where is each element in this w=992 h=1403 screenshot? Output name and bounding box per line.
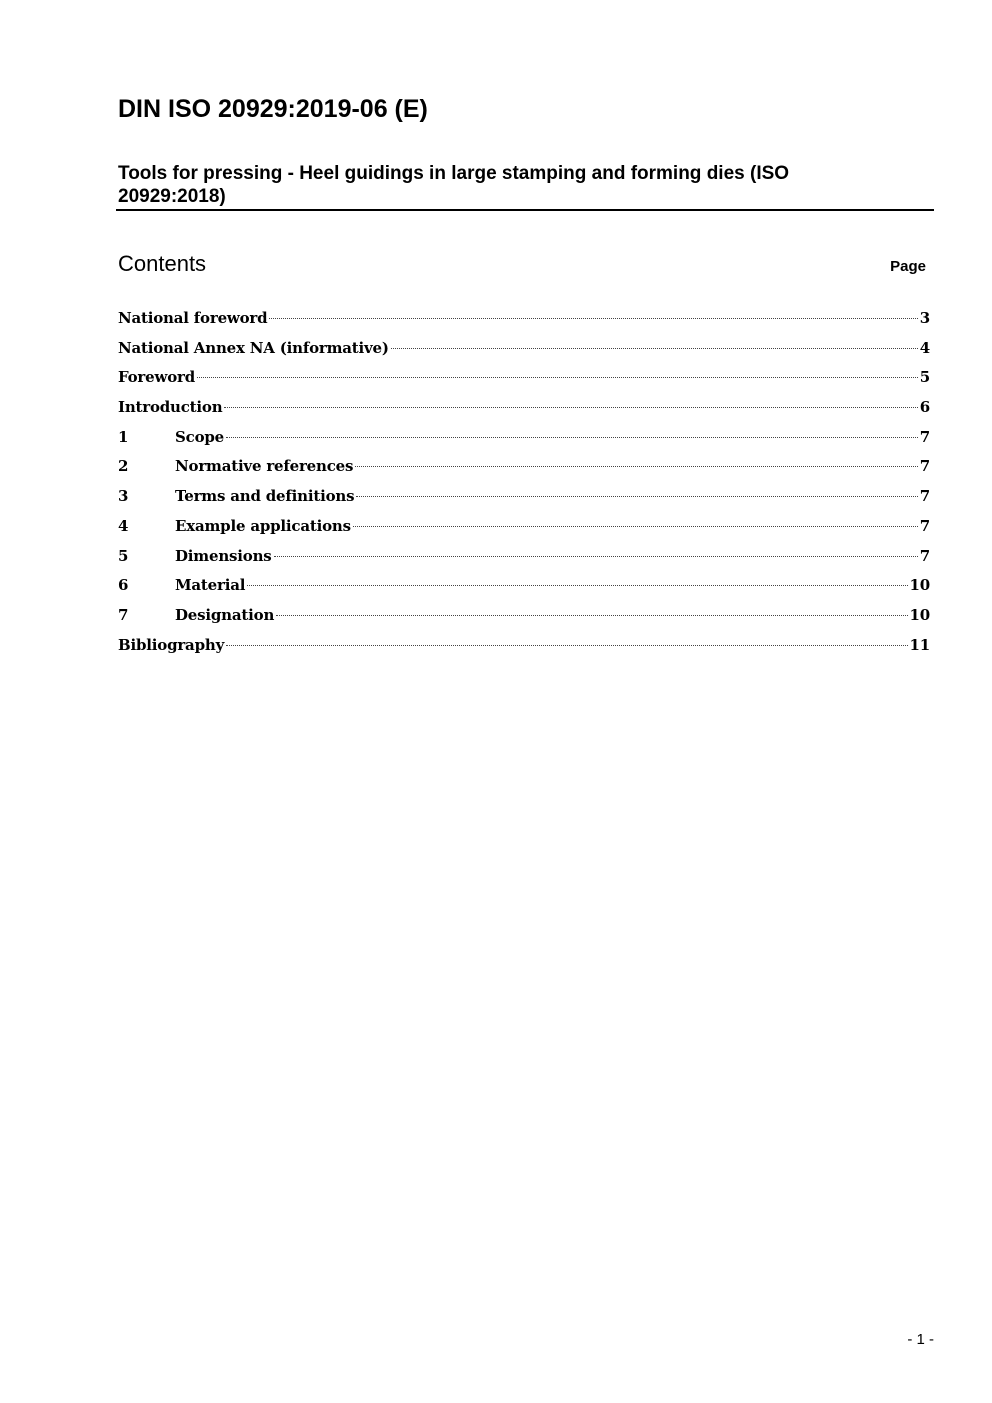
toc-entry-title[interactable]: National foreword	[118, 309, 268, 327]
toc-entry-page: 7	[919, 457, 930, 476]
toc-entry-page: 7	[919, 516, 930, 535]
toc-entry-introduction[interactable]	[118, 395, 930, 425]
toc-entry-national-foreword[interactable]	[118, 306, 930, 336]
toc-dot-leader	[224, 407, 917, 408]
toc-dot-leader	[391, 348, 918, 349]
toc-entry-page: 5	[919, 368, 930, 387]
toc-entry-foreword[interactable]	[118, 365, 930, 395]
toc-entry-title[interactable]: Scope	[175, 427, 225, 446]
toc-entry-number: 2	[118, 457, 129, 476]
toc-entry-page: 7	[919, 546, 930, 565]
toc-dot-leader	[276, 615, 907, 616]
toc-dot-leader	[197, 377, 918, 378]
document-id: DIN ISO 20929:2019-06 (E)	[118, 95, 428, 123]
toc-entry-title[interactable]: Terms and definitions	[175, 487, 355, 506]
toc-entry-example-applications[interactable]	[118, 514, 930, 544]
toc-entry-title[interactable]: Material	[175, 576, 246, 595]
toc-entry-page: 3	[919, 309, 930, 327]
toc-dot-leader	[269, 318, 917, 319]
title-divider	[116, 209, 934, 211]
toc-entry-number: 3	[118, 487, 129, 506]
toc-dot-leader	[226, 437, 918, 438]
toc-entry-title[interactable]: Introduction	[118, 398, 223, 417]
toc-dot-leader	[247, 585, 907, 586]
toc-entry-title[interactable]: Dimensions	[175, 546, 272, 565]
toc-entry-title[interactable]: Bibliography	[118, 635, 225, 654]
toc-entry-title[interactable]: Normative references	[175, 457, 354, 476]
toc-dot-leader	[355, 466, 918, 467]
toc-dot-leader	[356, 496, 917, 497]
toc-entry-title[interactable]: Foreword	[118, 368, 195, 387]
toc-entry-terms-and-definitions[interactable]	[118, 484, 930, 514]
toc-entry-page: 11	[909, 635, 930, 654]
contents-heading: Contents	[118, 251, 207, 276]
toc-entry-page: 10	[909, 576, 930, 595]
toc-entry-title[interactable]: Example applications	[175, 516, 351, 535]
toc-entry-number: 4	[118, 516, 129, 535]
toc-entry-bibliography[interactable]	[118, 633, 930, 663]
toc-entry-dimensions[interactable]	[118, 544, 930, 574]
toc-entry-material[interactable]	[118, 573, 930, 603]
toc-entry-page: 4	[919, 338, 930, 357]
toc-entry-number: 7	[118, 605, 129, 624]
toc-entry-number: 1	[118, 427, 129, 446]
toc-entry-title[interactable]: National Annex NA (informative)	[118, 338, 389, 357]
toc-dot-leader	[274, 556, 918, 557]
toc-entry-national-annex[interactable]	[118, 336, 930, 366]
toc-entry-normative-references[interactable]	[118, 454, 930, 484]
toc-dot-leader	[226, 645, 907, 646]
table-of-contents	[118, 306, 930, 662]
toc-entry-scope[interactable]	[118, 425, 930, 455]
toc-dot-leader	[353, 526, 918, 527]
document-title: Tools for pressing - Heel guidings in large stamping and forming dies (ISO 20929:2018)	[118, 163, 790, 207]
toc-entry-page: 10	[909, 605, 930, 624]
toc-entry-page: 7	[919, 487, 930, 506]
page-column-heading: Page	[890, 258, 926, 275]
footer-page-number: - 1 -	[907, 1331, 934, 1348]
toc-entry-designation[interactable]	[118, 603, 930, 633]
toc-entry-number: 5	[118, 546, 129, 565]
toc-entry-number: 6	[118, 576, 129, 595]
toc-entry-page: 7	[919, 427, 930, 446]
toc-entry-title[interactable]: Designation	[175, 605, 275, 624]
toc-entry-page: 6	[919, 398, 930, 417]
